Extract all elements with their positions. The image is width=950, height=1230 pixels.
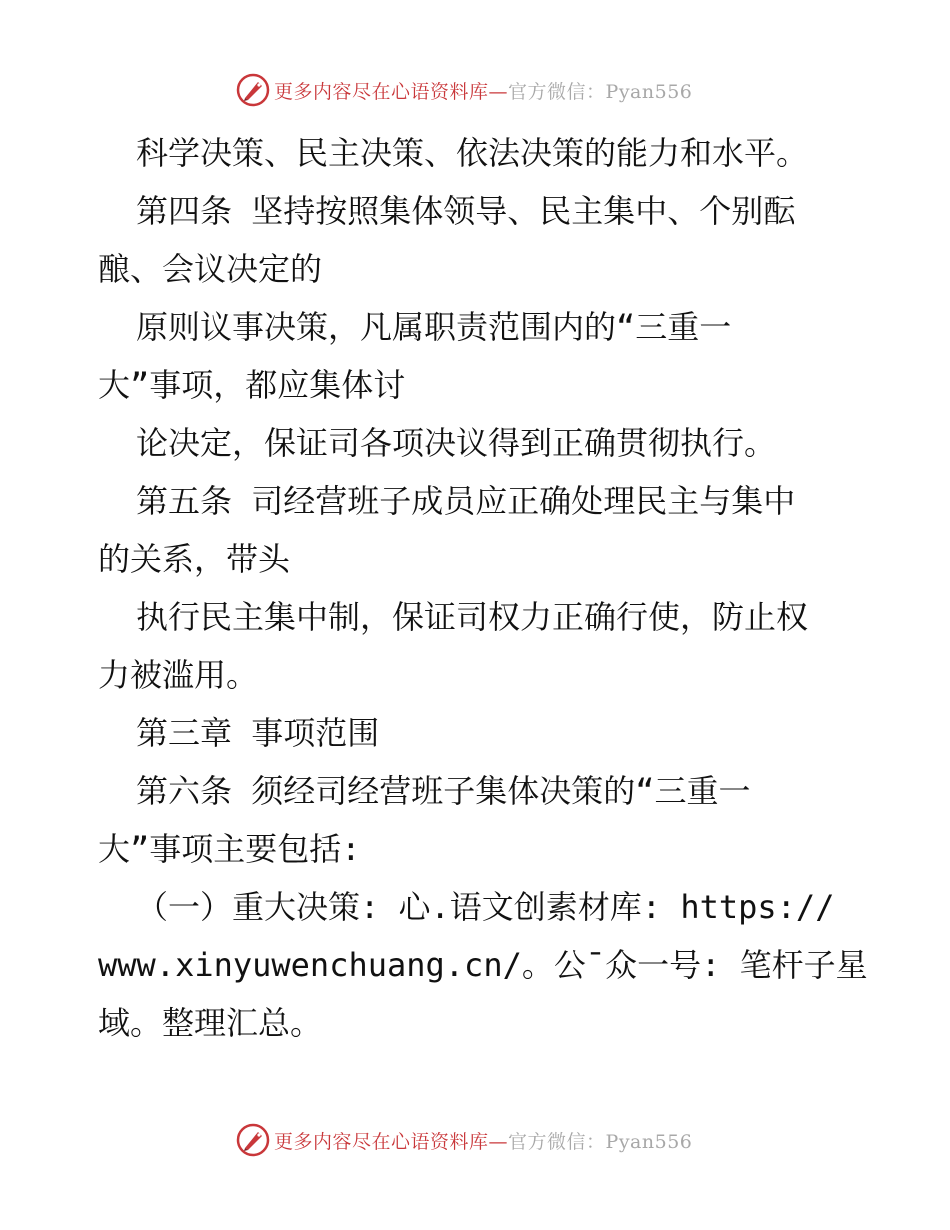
body-line: 论决定，保证司各项决议得到正确贯彻执行。: [136, 424, 777, 462]
document-body: [98, 124, 868, 1052]
banner-wechat-label: 官方微信：: [508, 1130, 606, 1153]
banner-wechat-label: 官方微信：: [508, 80, 606, 103]
pen-nib-logo-icon: [236, 73, 270, 107]
body-line: 第六条 须经司经营班子集体决策的“三重一: [136, 772, 751, 810]
body-line: 第四条 坚持按照集体领导、民主集中、个别酝: [136, 192, 796, 230]
banner-dash: —: [488, 80, 509, 103]
body-line: （一）重大决策: 心.语文创素材库: https://: [136, 888, 835, 926]
header-banner: [236, 70, 716, 110]
body-line: 执行民主集中制，保证司权力正确行使，防止权: [136, 598, 809, 636]
banner-wechat-id: Pyan556: [605, 80, 693, 103]
body-line: 大”事项，都应集体讨: [98, 366, 406, 404]
chapter-heading: 第三章 事项范围: [136, 714, 380, 752]
body-line: 力被滥用。: [98, 656, 259, 694]
body-line: 的关系，带头: [98, 540, 291, 578]
banner-dash: —: [488, 1130, 509, 1153]
body-line: www.xinyuwenchuang.cn/。公¯众一号: 笔杆子星: [98, 946, 868, 984]
pen-nib-logo-icon: [236, 1123, 270, 1157]
footer-banner: [236, 1120, 716, 1160]
banner-text: [274, 77, 692, 104]
body-line: 第五条 司经营班子成员应正确处理民主与集中: [136, 482, 796, 520]
body-line: 大”事项主要包括:: [98, 830, 361, 868]
body-line: 原则议事决策，凡属职责范围内的“三重一: [136, 308, 732, 346]
body-line: 酿、会议决定的: [98, 250, 323, 288]
banner-brand: 更多内容尽在心语资料库: [274, 80, 489, 103]
banner-text: [274, 1127, 692, 1154]
body-line: 域。整理汇总。: [98, 1004, 323, 1042]
body-line: 科学决策、民主决策、依法决策的能力和水平。: [136, 134, 809, 172]
banner-wechat-id: Pyan556: [605, 1130, 693, 1153]
banner-brand: 更多内容尽在心语资料库: [274, 1130, 489, 1153]
